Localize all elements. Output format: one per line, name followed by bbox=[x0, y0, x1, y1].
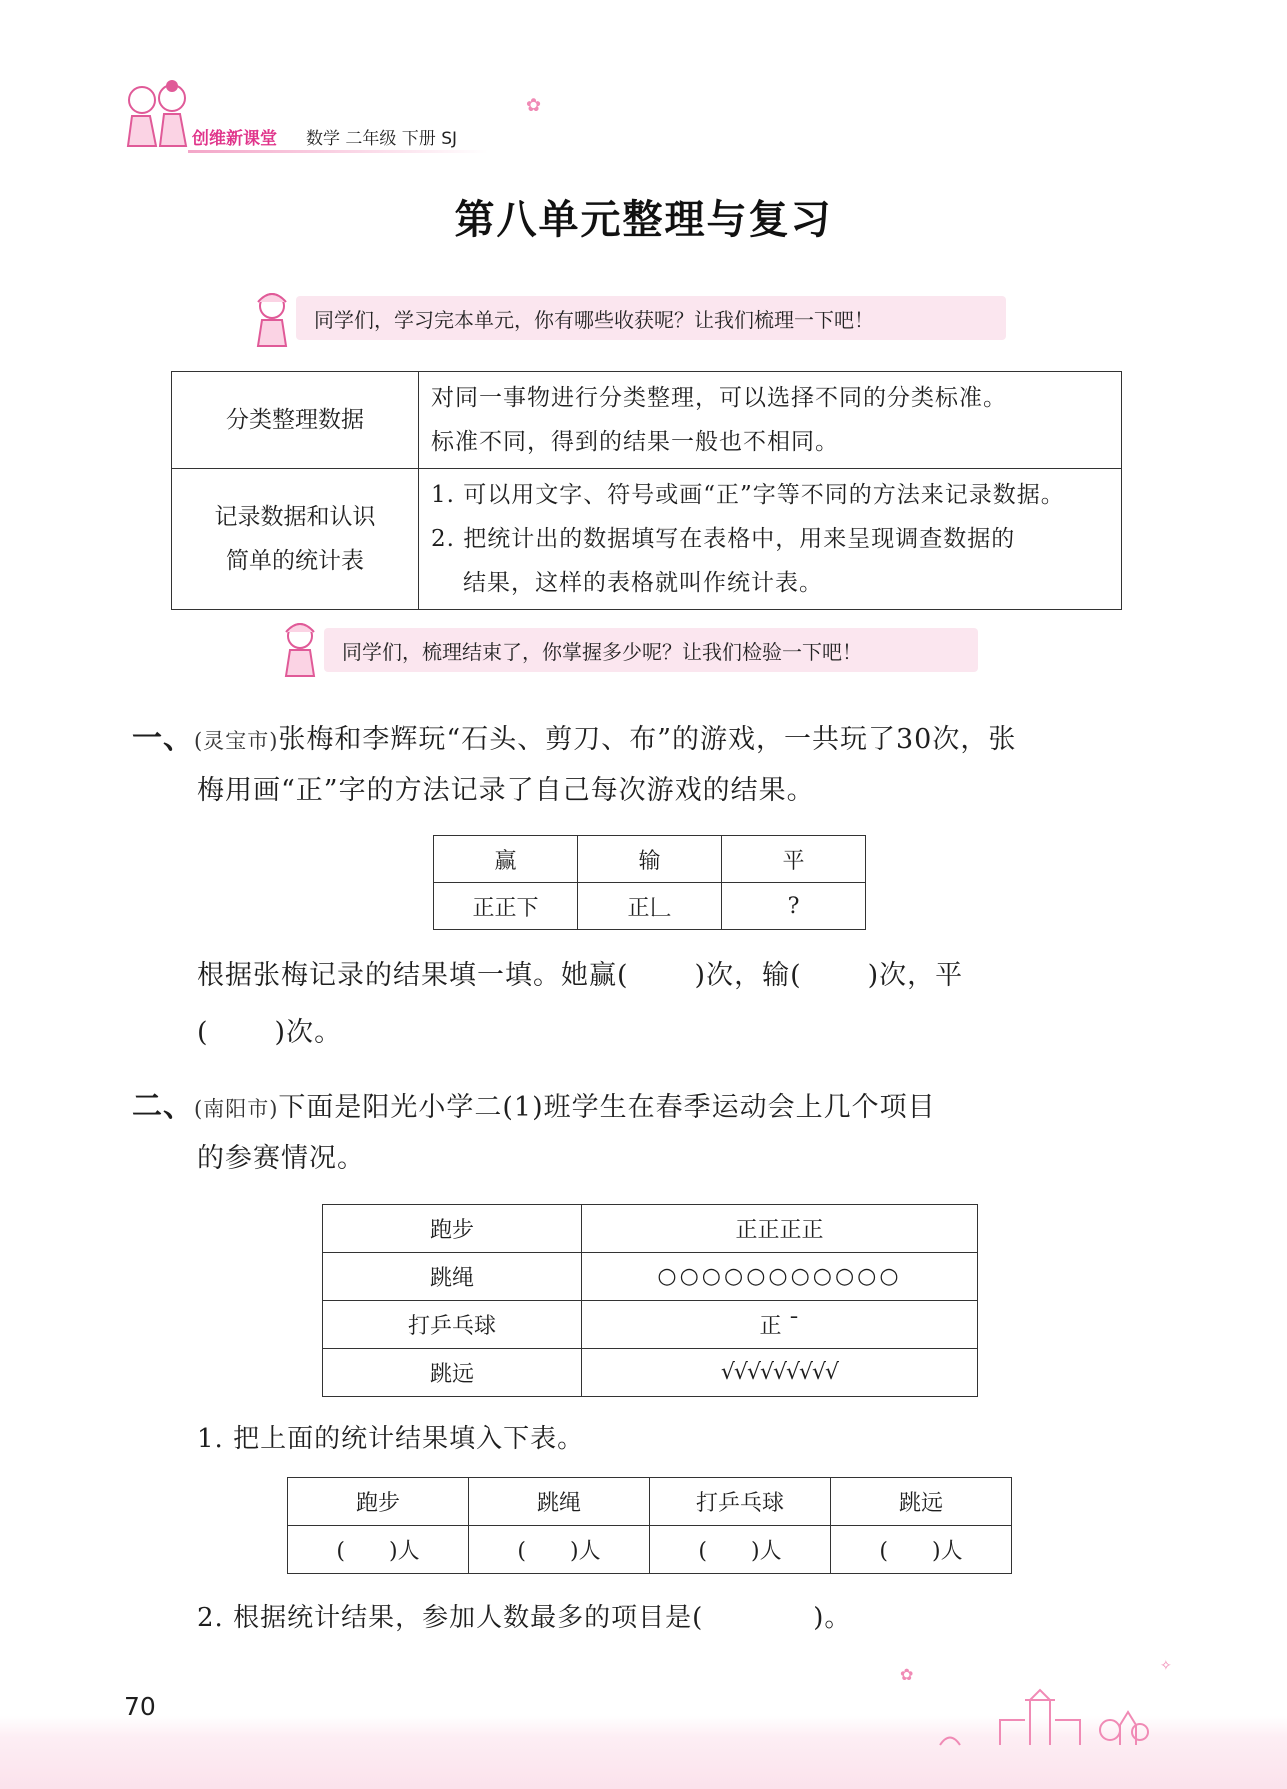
question-text: 根据张梅记录的结果填一填。她赢( bbox=[197, 960, 629, 991]
header-cell: 跳远 bbox=[831, 1478, 1012, 1526]
unit-label: )人 bbox=[751, 1539, 782, 1564]
tally-cell: ○○○○○○○○○○○ bbox=[582, 1253, 978, 1301]
question-text: )次，输( bbox=[694, 960, 802, 991]
answer-cell[interactable] bbox=[469, 1526, 650, 1574]
question-text: 张梅和李辉玩“石头、剪刀、布”的游戏，一共玩了30次，张 bbox=[278, 724, 1017, 755]
unit-label: )人 bbox=[389, 1539, 420, 1564]
question-text: 下面是阳光小学二(1)班学生在春季运动会上几个项目 bbox=[278, 1092, 936, 1123]
question-text: )次。 bbox=[274, 1017, 343, 1048]
girl-mascot-icon bbox=[276, 618, 324, 684]
event-cell: 跳远 bbox=[323, 1349, 582, 1397]
answer-cell[interactable] bbox=[288, 1526, 469, 1574]
answer-line bbox=[197, 1010, 342, 1049]
event-cell: 跳绳 bbox=[323, 1253, 582, 1301]
summary-description bbox=[419, 469, 1122, 610]
summary-text: 标准不同，得到的结果一般也不相同。 bbox=[431, 429, 839, 455]
question-source: (灵宝市) bbox=[194, 729, 279, 753]
question-text: 2. 根据统计结果，参加人数最多的项目是( bbox=[197, 1603, 704, 1633]
header-cell: 输 bbox=[578, 836, 722, 883]
table-row bbox=[323, 1205, 978, 1253]
table-row bbox=[434, 883, 866, 930]
tally-cell: 正 ¯ bbox=[582, 1301, 978, 1349]
question-1 bbox=[132, 713, 1016, 757]
table-row bbox=[172, 372, 1122, 469]
tally-cell: 正𠃊 bbox=[578, 883, 722, 930]
table-row bbox=[434, 836, 866, 883]
question-text: )次，平 bbox=[867, 960, 964, 991]
svg-text:✧: ✧ bbox=[1160, 1658, 1172, 1674]
answer-line bbox=[197, 953, 963, 992]
paren: ( bbox=[698, 1539, 707, 1564]
question-text: 的参赛情况。 bbox=[197, 1143, 365, 1174]
table-row bbox=[288, 1526, 1012, 1574]
flower-icon: ✿ bbox=[526, 95, 542, 116]
summary-category-text: 记录数据和认识 bbox=[214, 504, 376, 530]
paren: ( bbox=[336, 1539, 345, 1564]
brand-name: 创维新课堂 bbox=[192, 129, 277, 149]
event-cell: 跑步 bbox=[323, 1205, 582, 1253]
question-number: 二、 bbox=[132, 1089, 194, 1124]
summary-table bbox=[171, 371, 1122, 610]
subject-label: 数学 二年级 下册 SJ bbox=[306, 129, 458, 149]
question-text: )。 bbox=[813, 1603, 852, 1633]
summary-text: 对同一事物进行分类整理，可以选择不同的分类标准。 bbox=[431, 385, 1007, 411]
table-row bbox=[288, 1478, 1012, 1526]
event-cell: 打乒乓球 bbox=[323, 1301, 582, 1349]
paren: ( bbox=[517, 1539, 526, 1564]
table-row bbox=[323, 1253, 978, 1301]
table-row bbox=[323, 1349, 978, 1397]
summary-text: 结果，这样的表格就叫作统计表。 bbox=[463, 570, 823, 596]
header-cell: 跑步 bbox=[288, 1478, 469, 1526]
check-prompt-banner: 同学们，梳理结束了，你掌握多少呢？让我们检验一下吧！ bbox=[324, 628, 978, 672]
summary-category bbox=[172, 469, 419, 610]
castle-decoration-icon bbox=[880, 1650, 1180, 1750]
header-cell: 平 bbox=[722, 836, 866, 883]
answer-cell[interactable] bbox=[831, 1526, 1012, 1574]
review-prompt-banner: 同学们，学习完本单元，你有哪些收获呢？让我们梳理一下吧！ bbox=[296, 296, 1006, 340]
game-record-table bbox=[433, 835, 866, 930]
page-title: 第八单元整理与复习 bbox=[454, 197, 833, 243]
unit-label: )人 bbox=[932, 1539, 963, 1564]
header-kids-illustration bbox=[120, 78, 198, 158]
unit-label: )人 bbox=[570, 1539, 601, 1564]
answer-cell[interactable] bbox=[650, 1526, 831, 1574]
sub-question-1: 1. 把上面的统计结果填入下表。 bbox=[197, 1424, 585, 1454]
summary-text: 2. 把统计出的数据填写在表格中，用来呈现调查数据的 bbox=[431, 526, 1016, 552]
question-source: (南阳市) bbox=[194, 1097, 279, 1121]
answer-table bbox=[287, 1477, 1012, 1574]
page-number: 70 bbox=[124, 1692, 156, 1721]
summary-category-text: 简单的统计表 bbox=[226, 548, 364, 574]
girl-mascot-icon bbox=[248, 288, 296, 354]
summary-description bbox=[419, 372, 1122, 469]
question-text: 梅用画“正”字的方法记录了自己每次游戏的结果。 bbox=[197, 775, 815, 806]
question-text: ( bbox=[197, 1017, 209, 1048]
summary-category: 分类整理数据 bbox=[172, 372, 419, 469]
tally-cell: √√√√√√√√√ bbox=[582, 1349, 978, 1397]
header-cell: 打乒乓球 bbox=[650, 1478, 831, 1526]
table-row bbox=[323, 1301, 978, 1349]
header-underline bbox=[188, 150, 488, 153]
tally-cell: 正正下 bbox=[434, 883, 578, 930]
summary-text: 1. 可以用文字、符号或画“正”字等不同的方法来记录数据。 bbox=[431, 482, 1065, 508]
tally-cell: ? bbox=[722, 883, 866, 930]
tally-cell: 正正正正 bbox=[582, 1205, 978, 1253]
paren: ( bbox=[879, 1539, 888, 1564]
question-number: 一、 bbox=[132, 721, 194, 756]
sub-question-2 bbox=[197, 1597, 851, 1634]
table-row bbox=[172, 469, 1122, 610]
header-cell: 跳绳 bbox=[469, 1478, 650, 1526]
svg-text:✿: ✿ bbox=[900, 1665, 914, 1684]
sports-record-table bbox=[322, 1204, 978, 1397]
question-2 bbox=[132, 1081, 936, 1125]
header-cell: 赢 bbox=[434, 836, 578, 883]
